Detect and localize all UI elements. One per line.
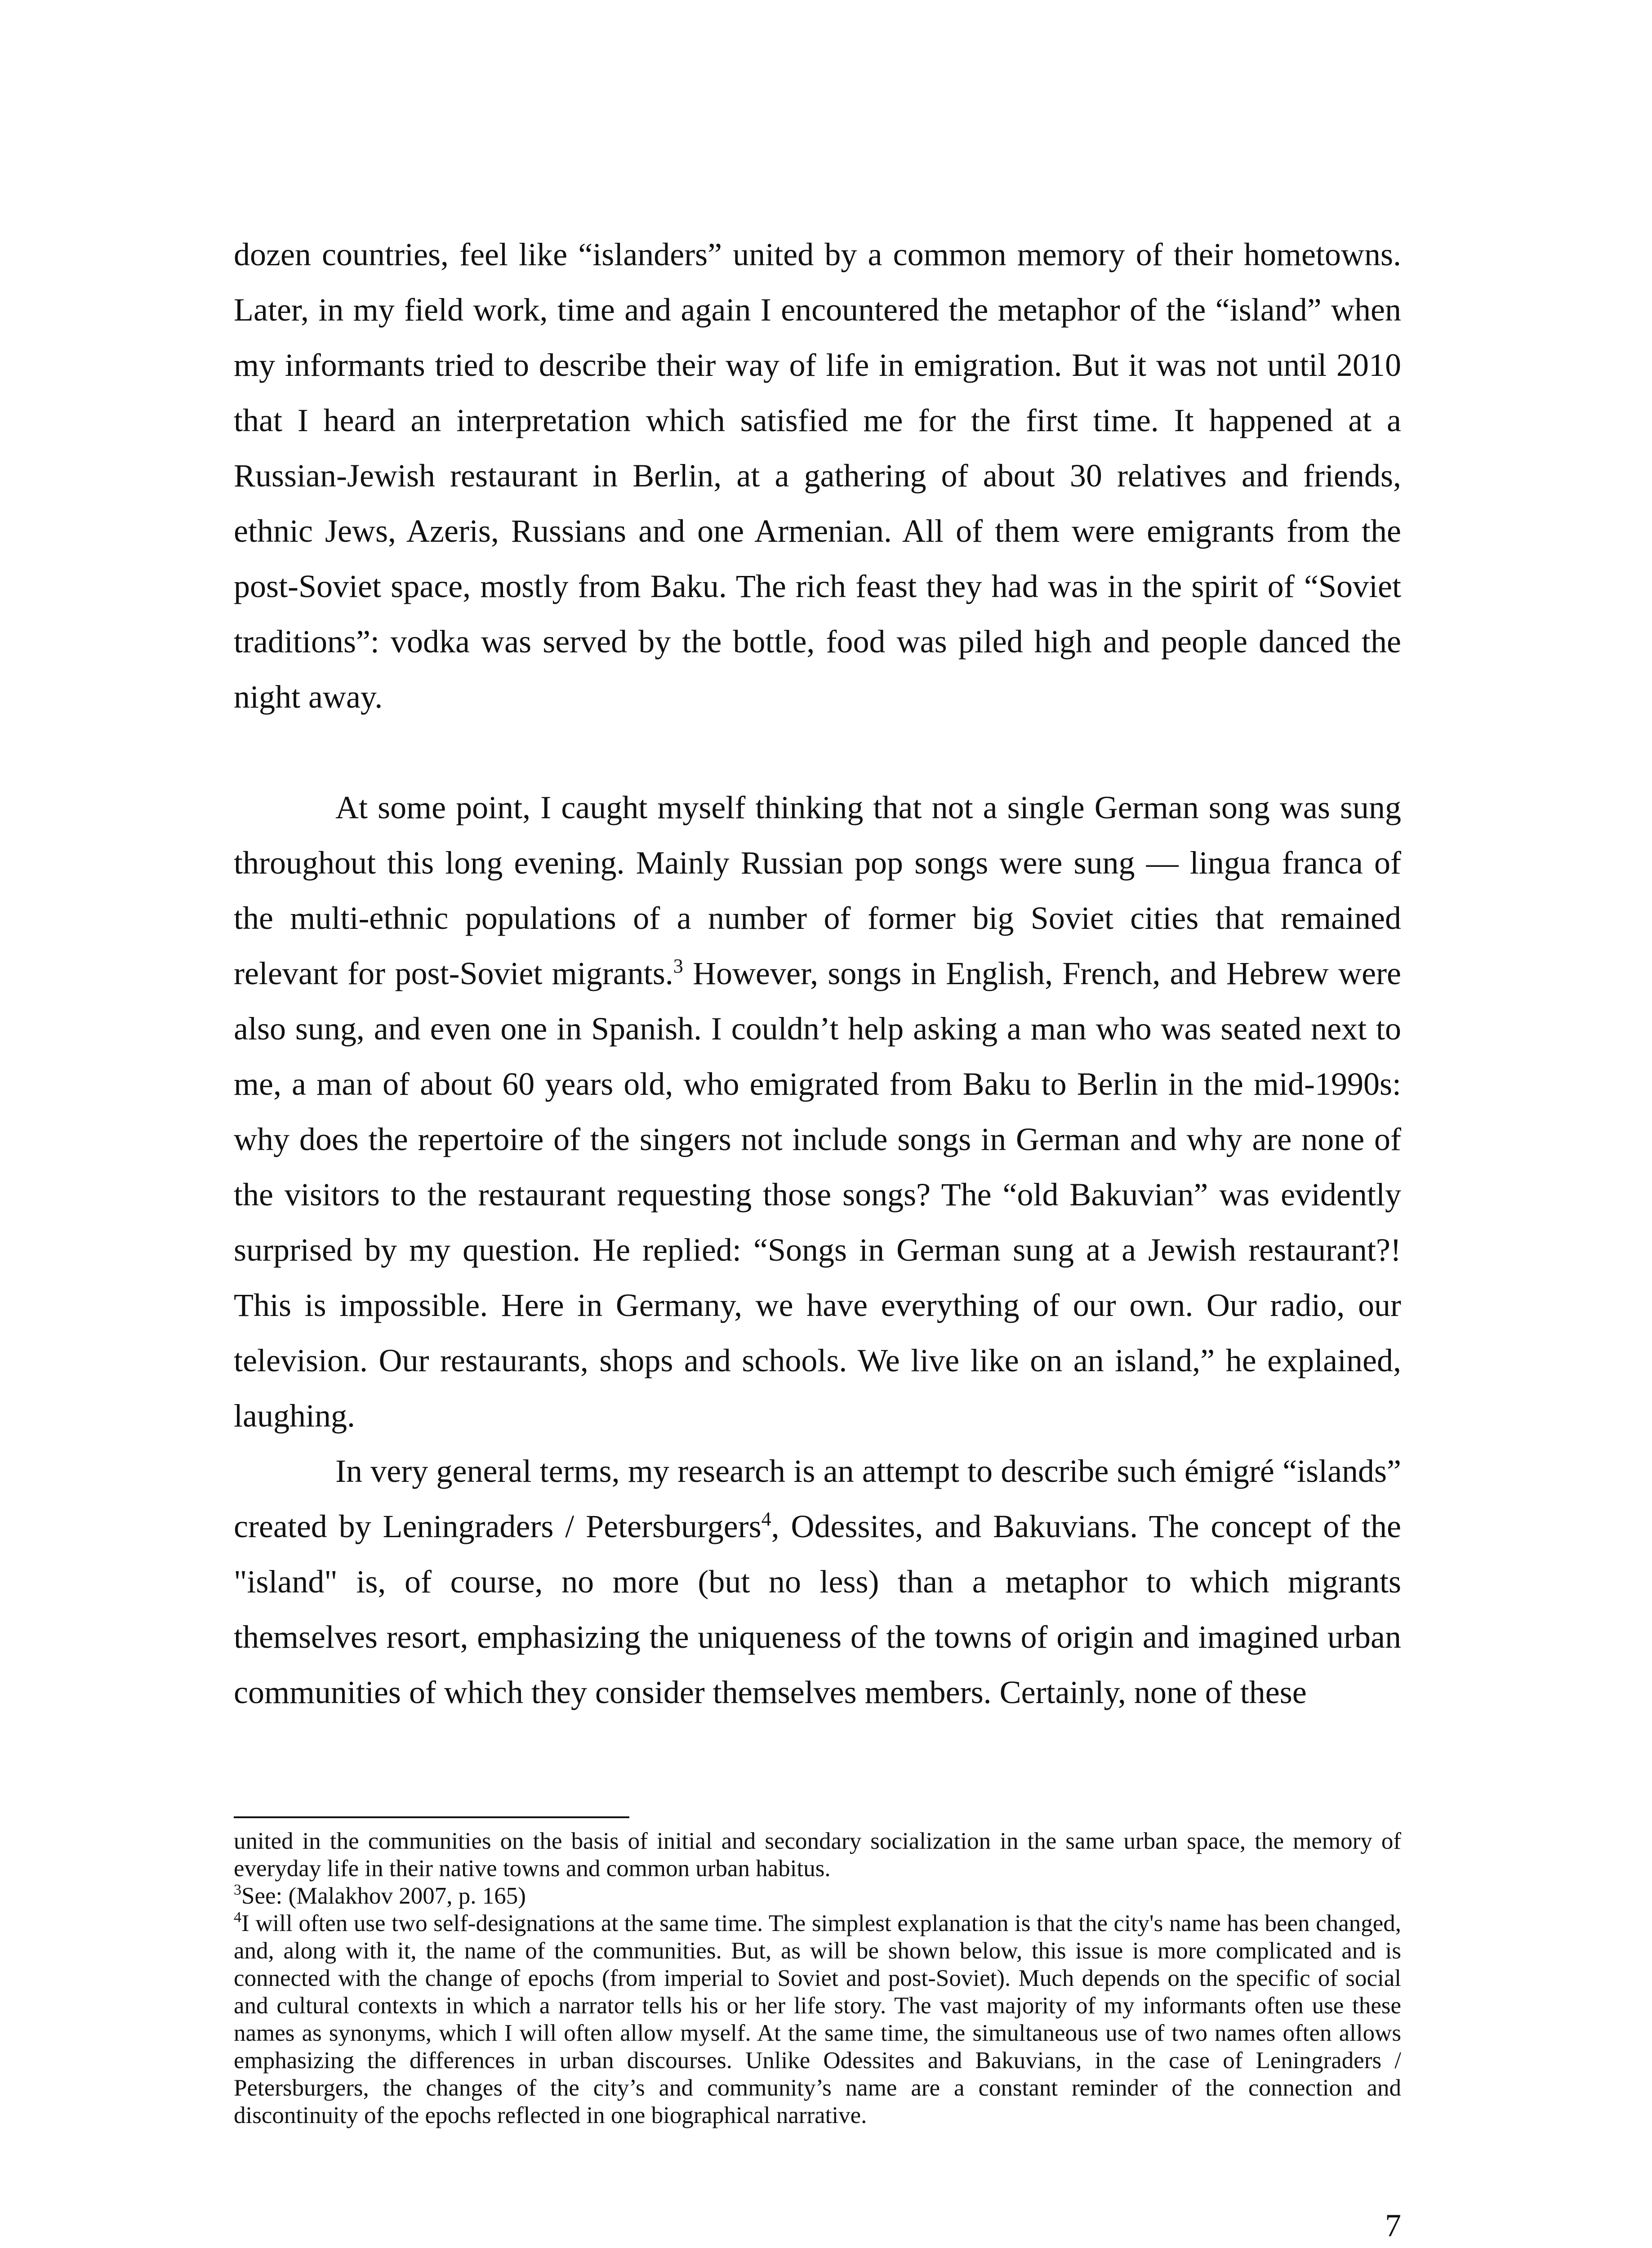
paragraph-3-text-b: , Odessites, and Bakuvians. The concept of the "island" is, of course, no more (but no less) than a metaphor to which migrants themselves resort, emphasizing the uniqueness of the towns of origin and imagined urban communities of which they consider themselves members. Certainly, none of these — [234, 1508, 1401, 1710]
paragraph-2 — [234, 780, 1401, 1444]
footnote-3 — [234, 1882, 1401, 1910]
page-number: 7 — [1385, 2208, 1401, 2244]
footnote-4-text: I will often use two self-designations at the same time. The simplest explanation is that the city's name has been changed, and, along with it, the name of the communities. But, as will be shown below, this issue is more complicated and is connected with the change of epochs (from imperial to Soviet and post-Soviet). Much depends on the specific of social and cultural contexts in which a narrator tells his or her life story. The vast majority of my informants often use these names as synonyms, which I will often allow myself. At the same time, the simultaneous use of two names often allows emphasizing the differences in urban discourses. Unlike Odessites and Bakuvians, in the case of Leningraders / Petersburgers, the changes of the city’s and community’s name are a constant reminder of the connection and discontinuity of the epochs reflected in one biographical narrative. — [234, 1910, 1401, 2128]
footnote-3-marker: 3 — [234, 1882, 241, 1898]
paragraph-2-text-b: However, songs in English, French, and Hebrew were also sung, and even one in Spanish. I couldn’t help asking a man who was seated next to me, a man of about 60 years old, who emigrated from Baku to Berlin in the mid-1990s: why does the repertoire of the singers not include songs in German and why are none of the visitors to the restaurant requesting those songs? The “old Bakuvian” was evidently surprised by my question. He replied: “Songs in German sung at a Jewish restaurant?! This is impossible. Here in Germany, we have everything of our own. Our radio, our television. Our restaurants, shops and schools. We live like on an island,” he explained, laughing. — [234, 955, 1402, 1434]
paragraph-1: dozen countries, feel like “islanders” united by a common memory of their hometowns. Later, in my field work, time and again I encountered the metaphor of the “island” when my informants tried to describe their way of life in emigration. But it was not until 2010 that I heard an interpretation which satisfied me for the first time. It happened at a Russian-Jewish restaurant in Berlin, at a gathering of about 30 relatives and friends, ethnic Jews, Azeris, Russians and one Armenian. All of them were emigrants from the post-Soviet space, mostly from Baku. The rich feast they had was in the spirit of “Soviet traditions”: vodka was served by the bottle, food was piled high and people danced the night away. — [234, 236, 1401, 715]
paragraph-3 — [234, 1444, 1401, 1720]
footnote-4-marker: 4 — [234, 1909, 241, 1926]
footnote-ref-4: 4 — [761, 1508, 771, 1530]
footnote-continuation: united in the communities on the basis of initial and secondary socialization in the same urban space, the memory of everyday life in their native towns and common urban habitus. — [234, 1828, 1401, 1882]
footnote-3-text: See: (Malakhov 2007, p. 165) — [241, 1883, 526, 1909]
body-text — [234, 227, 1401, 1720]
footnote-separator — [234, 1816, 629, 1818]
footnote-4 — [234, 1910, 1401, 2129]
footnote-ref-3: 3 — [673, 955, 683, 977]
footnotes — [234, 1828, 1401, 2129]
paragraph-2-text-a: At some point, I caught myself thinking that not a single German song was sung throughout this long evening. Mainly Russian pop songs were sung — lingua franca of the multi-ethnic populations of a number of former big Soviet cities that remained relevant for post-Soviet migrants. — [234, 789, 1401, 991]
paragraph-3-text-a: In very general terms, my research is an attempt to describe such émigré “islands” created by Leningraders / Petersburgers — [234, 1453, 1401, 1544]
